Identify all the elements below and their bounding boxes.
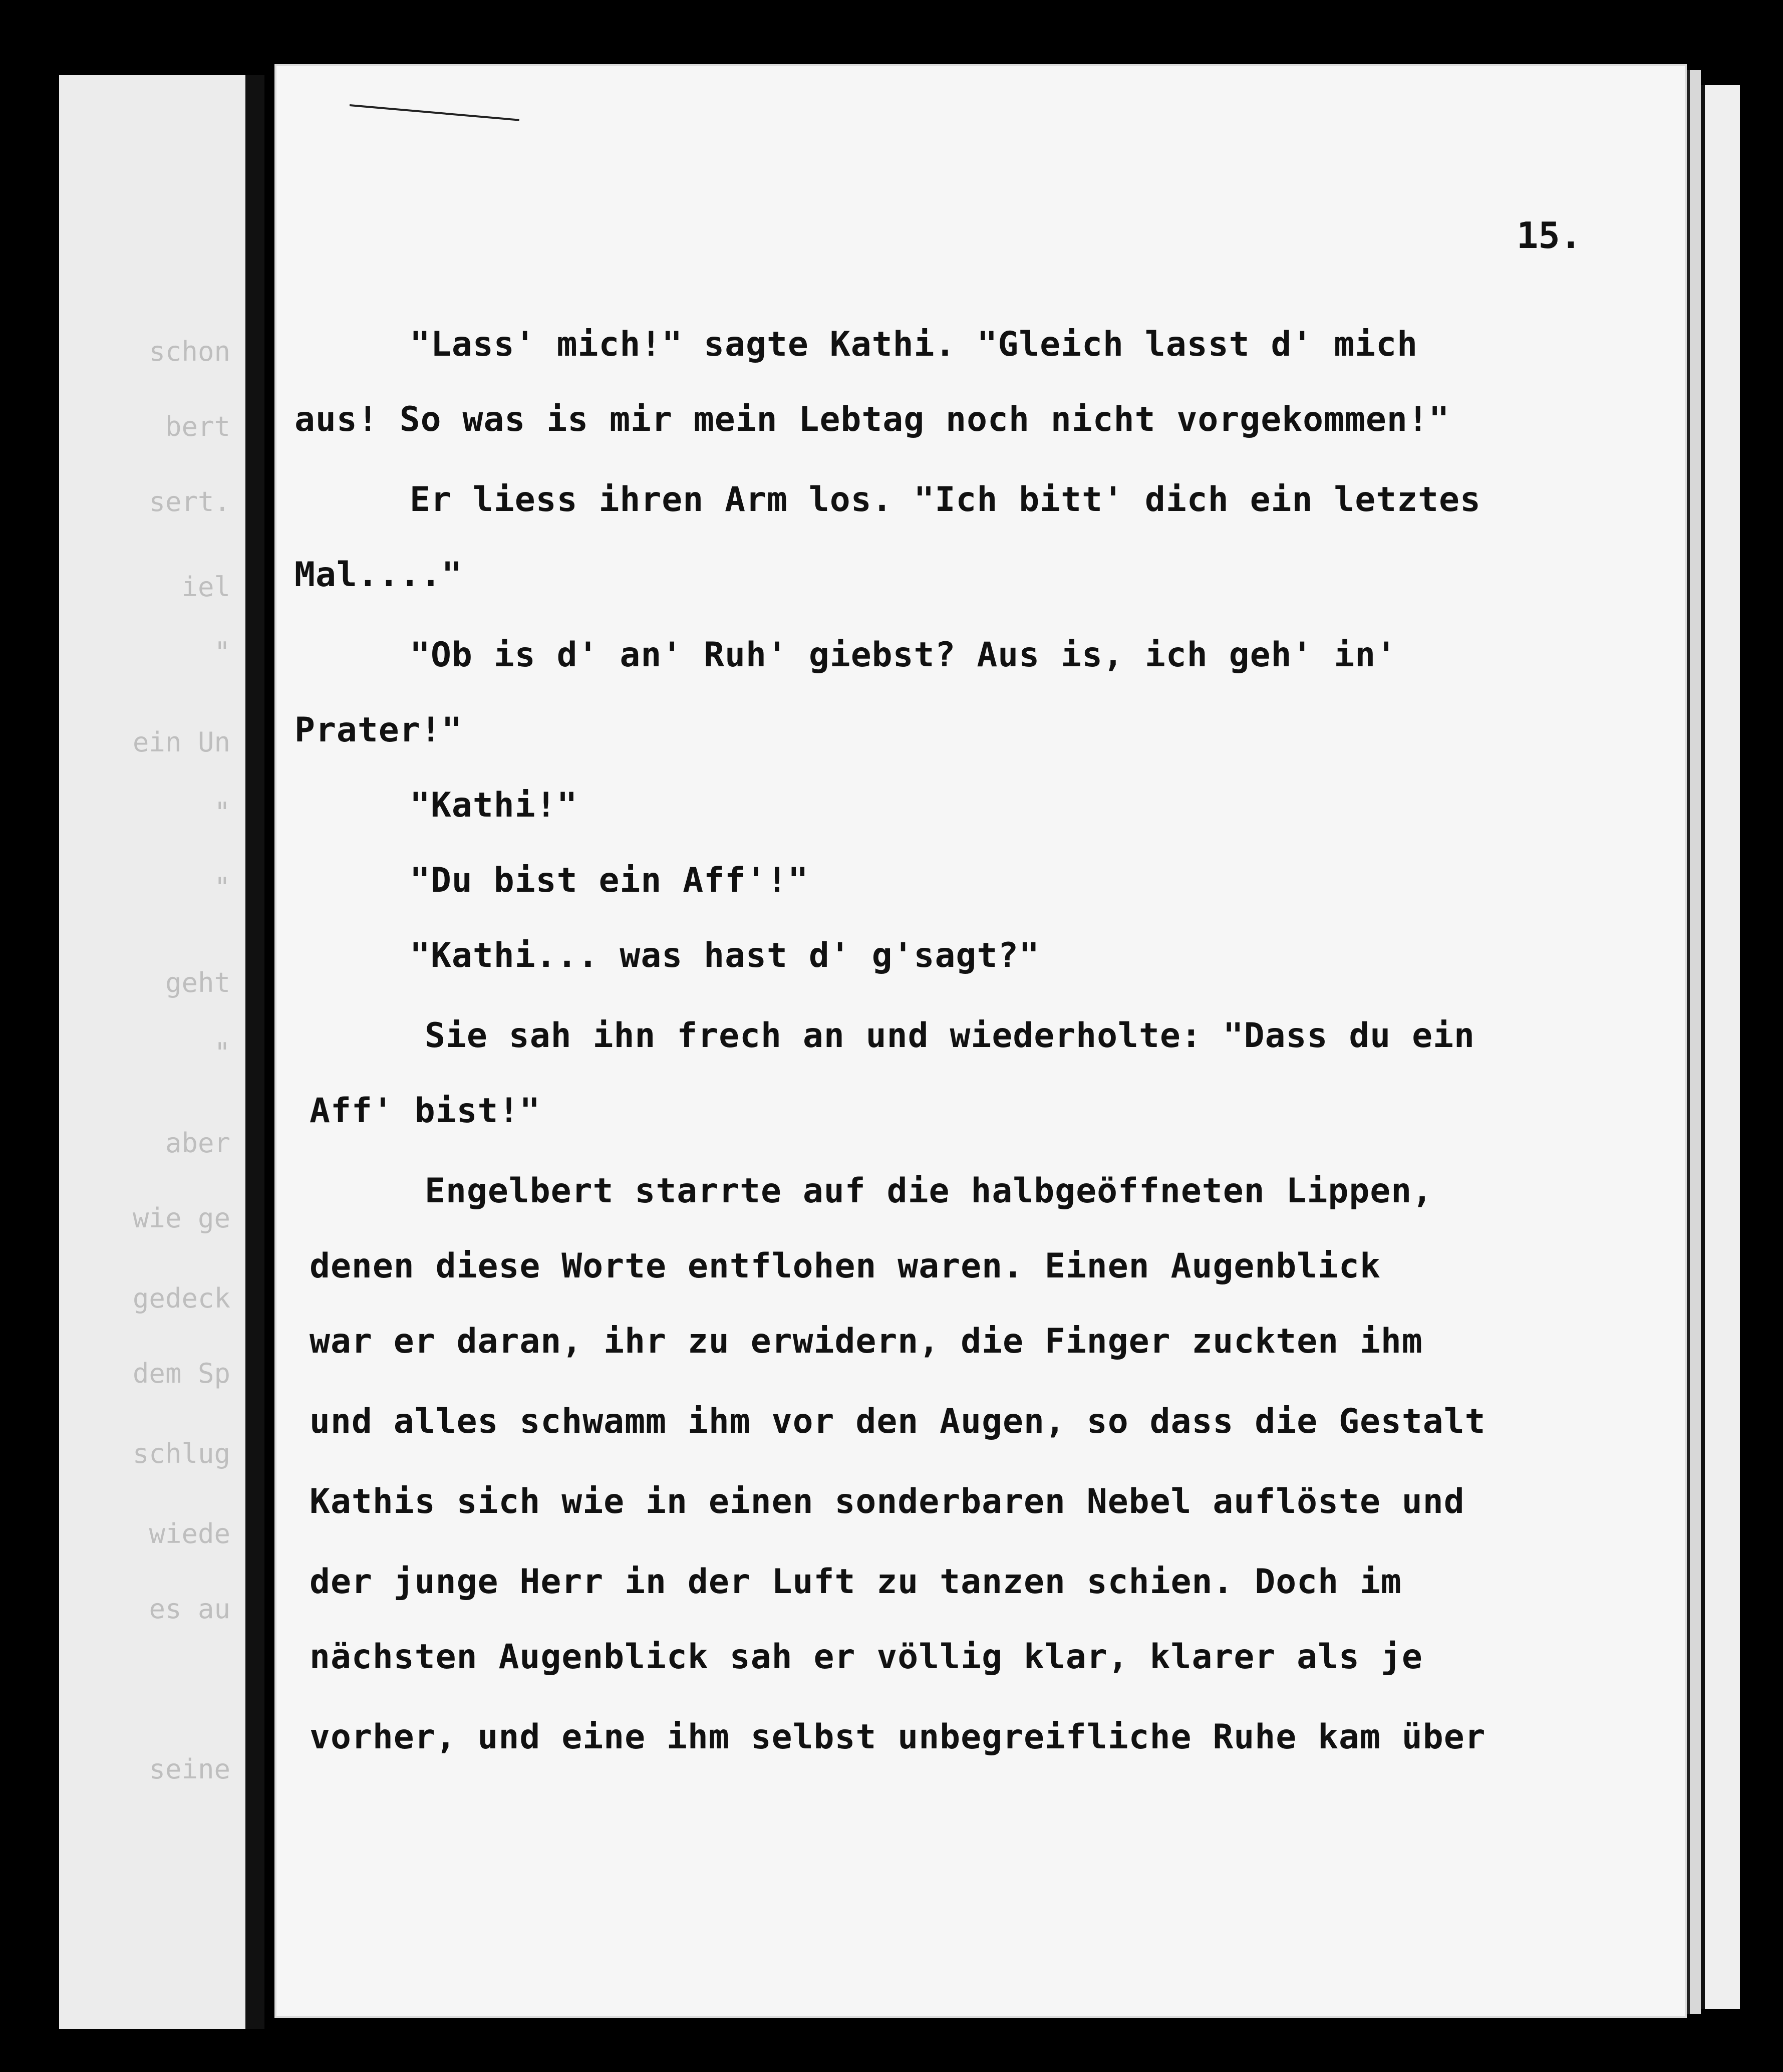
text-line: Prater!" xyxy=(294,710,463,750)
ghost-text: aber xyxy=(165,1127,230,1159)
text-line: "Kathi!" xyxy=(410,786,578,825)
text-line: denen diese Worte entflohen waren. Einen Augenblick xyxy=(310,1246,1381,1286)
ghost-text: gedeck xyxy=(132,1282,230,1314)
ghost-text: schlug xyxy=(132,1438,230,1469)
text-line: war er daran, ihr zu erwidern, die Finger zuckten ihm xyxy=(310,1322,1423,1361)
ghost-text: iel xyxy=(181,571,230,603)
text-line: nächsten Augenblick sah er völlig klar, klarer als je xyxy=(310,1637,1423,1677)
text-line: "Kathi... was hast d' g'sagt?" xyxy=(410,936,1040,975)
adjacent-page-strip xyxy=(59,75,264,2029)
ghost-text: wie ge xyxy=(132,1202,230,1234)
page-edge xyxy=(1701,85,1740,2009)
typed-page xyxy=(274,64,1687,2018)
text-line: Aff' bist!" xyxy=(310,1091,541,1131)
text-line: "Ob is d' an' Ruh' giebst? Aus is, ich geh' in' xyxy=(410,635,1397,675)
ghost-text: bert xyxy=(165,411,230,442)
ghost-text: geht xyxy=(165,967,230,998)
text-line: der junge Herr in der Luft zu tanzen schien. Doch im xyxy=(310,1562,1402,1602)
text-line: Kathis sich wie in einen sonderbaren Nebel auflöste und xyxy=(310,1482,1465,1521)
text-line: aus! So was is mir mein Lebtag noch nicht vorgekommen!" xyxy=(294,400,1450,439)
ghost-text: es au xyxy=(149,1593,230,1625)
ghost-text: " xyxy=(214,872,230,903)
ghost-text: wiede xyxy=(149,1518,230,1549)
pencil-mark xyxy=(350,104,519,121)
text-line: Sie sah ihn frech an und wiederholte: "Dass du ein xyxy=(425,1016,1475,1056)
ghost-text: " xyxy=(214,1037,230,1069)
text-line: "Du bist ein Aff'!" xyxy=(410,861,809,900)
text-line: Mal...." xyxy=(294,555,463,595)
ghost-text: dem Sp xyxy=(132,1358,230,1389)
text-line: vorher, und eine ihm selbst unbegreifliche Ruhe kam über xyxy=(310,1717,1486,1757)
ghost-text: schon xyxy=(149,336,230,367)
text-line: Engelbert starrte auf die halbgeöffneten Lippen, xyxy=(425,1171,1433,1211)
ghost-text: seine xyxy=(149,1753,230,1785)
ghost-text: " xyxy=(214,636,230,668)
ghost-text: ein Un xyxy=(132,726,230,758)
text-line: "Lass' mich!" sagte Kathi. "Gleich lasst d' mich xyxy=(410,325,1418,364)
text-line: und alles schwamm ihm vor den Augen, so dass die Gestalt xyxy=(310,1402,1486,1441)
ghost-text: sert. xyxy=(149,486,230,517)
ghost-text: " xyxy=(214,797,230,828)
text-line: Er liess ihren Arm los. "Ich bitt' dich ein letztes xyxy=(410,480,1481,520)
page-number: 15. xyxy=(1517,214,1582,256)
page-edge xyxy=(1687,70,1701,2014)
